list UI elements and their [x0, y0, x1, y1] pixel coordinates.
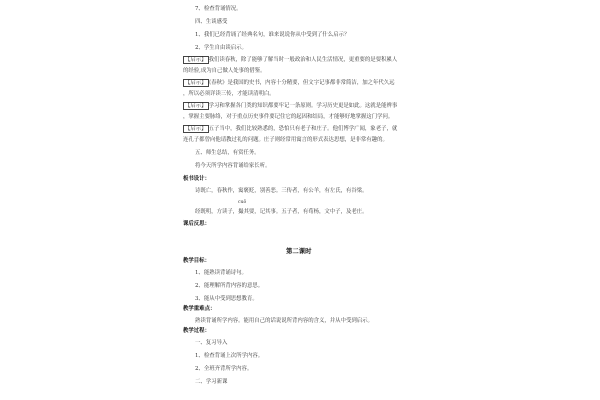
insight-tag: 【启示】	[185, 80, 207, 86]
process-step: 2、全班齐背所学内容。	[195, 366, 253, 372]
insight-tag: 【启示】	[185, 103, 207, 109]
lesson-2-title: 第二课时	[286, 247, 312, 255]
insight-paragraph-4-cont: 连孔子都曾向他请教过礼的问题。庄子则经常用寓言的形式表达思想，是非常有趣的。	[183, 137, 388, 143]
goal-item: 1、能熟读背诵诗句。	[195, 270, 247, 276]
keypoints-text: 熟读背诵所学内容。能用自己的话说说所背内容的含义，并从中受到启示。	[195, 318, 373, 324]
insight-paragraph-4: 【启示】 五子当中，我们比较熟悉的，恐怕只有老子和庄子。他们博学广闻，象老子，就	[185, 126, 398, 132]
insight-paragraph-3: 【启示】 学习和掌握各门类的知识都要牢记一条原则。学习历史更是如此。这就是能辨事	[185, 103, 398, 109]
insight-paragraph-2-cont: ，所以必须详读三传，才能读清明白。	[183, 91, 275, 97]
homework-line: 将今天所学内容背诵给家长听。	[195, 163, 271, 169]
item-7: 7、检查背诵情况。	[195, 6, 242, 12]
board-line-2: 经既明，方读子，撮其要，记其事。五子者，有荀杨，文中子，及老庄。	[195, 209, 368, 215]
process-step: 一、复习导入	[195, 340, 228, 346]
goal-item: 3、能从中受到思想教育。	[195, 296, 258, 302]
process-step: 二、学习新课	[195, 379, 228, 385]
insight-tag: 【启示】	[185, 57, 207, 63]
insight-paragraph-1-cont: 的经验,成为自己做人处事的借鉴。	[183, 68, 266, 74]
goals-heading: 教学目标：	[183, 258, 210, 264]
board-line-1: 诗既亡，春秋作，寓褒贬，别善恶。三传者，有公羊，有左氏，有谷梁。	[195, 188, 368, 194]
section-5-heading: 五、师生总结，有赏任务。	[195, 150, 260, 156]
insight-paragraph-2: 【启示】 《春秋》是我国的史书，内容十分精要，但文字记事都非常简洁，加之年代久远	[185, 80, 395, 86]
insight-paragraph-3-cont: ，掌握主要脉络，对于重点历史事件要记住它的起因和结局，才能够好地掌握这门学问。	[183, 114, 394, 120]
insight-tag: 【启示】	[185, 126, 207, 132]
question-2: 2、学生自由谈启示。	[195, 45, 247, 51]
question-1: 1、我们已经背诵了经典名句，谁来说说你从中受到了什么启示？	[195, 32, 350, 38]
board-design-heading: 板书设计：	[183, 176, 210, 182]
reflection-heading: 课后反思：	[183, 221, 210, 227]
goal-item: 2、能理解所背内容的意思。	[195, 283, 264, 289]
process-heading: 教学过程：	[183, 328, 210, 334]
process-step: 1、检查背诵上次所学内容。	[195, 353, 264, 359]
pinyin-annotation: cuō	[238, 200, 247, 205]
keypoints-heading: 教学重难点：	[183, 306, 216, 312]
section-4-heading: 四、生谈感受	[195, 19, 228, 25]
insight-paragraph-1: 【启示】 我们读春秋，除了能够了解当时一般政治和人民生活情况，更重要的是要积累人	[185, 57, 398, 63]
